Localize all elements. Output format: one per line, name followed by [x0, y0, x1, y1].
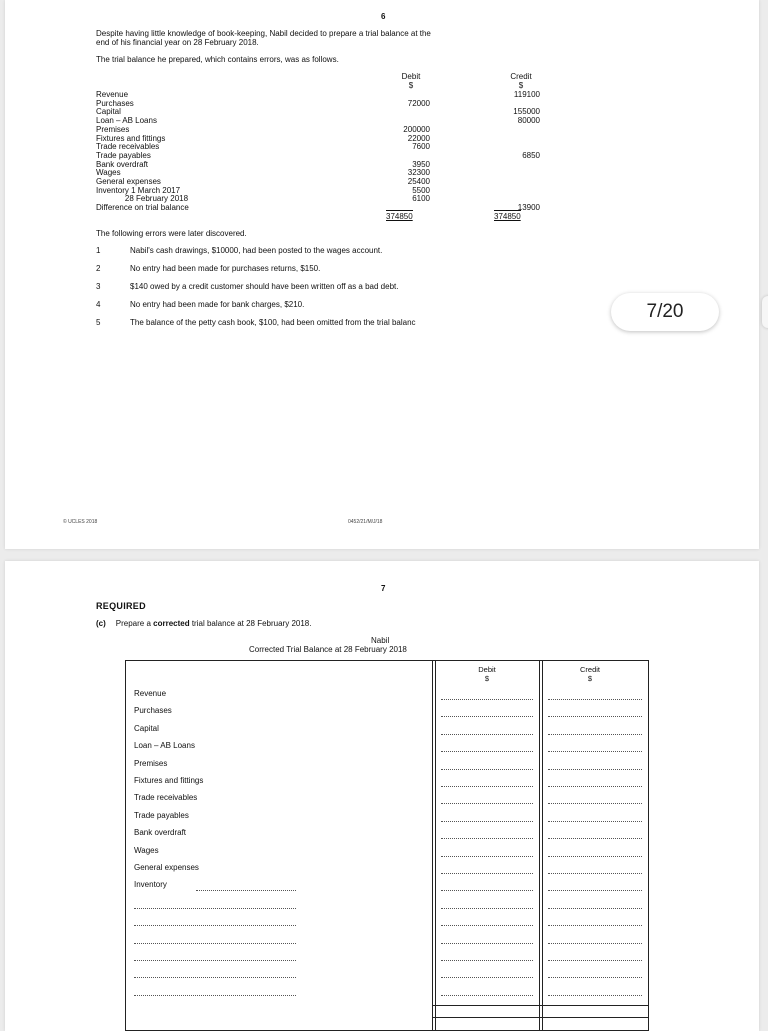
part-text-bold: corrected: [153, 619, 190, 628]
table-title-name: Nabil: [371, 636, 390, 645]
debit-answer-line[interactable]: [441, 751, 533, 752]
debit-answer-line[interactable]: [441, 838, 533, 839]
blank-account-line[interactable]: [134, 960, 296, 961]
account-name: Difference on trial balance: [96, 203, 189, 213]
account-label: Loan – AB Loans: [134, 741, 195, 751]
debit-answer-line[interactable]: [441, 873, 533, 874]
account-name: Capital: [96, 107, 121, 117]
blank-account-line[interactable]: [134, 995, 296, 996]
debit-answer-line[interactable]: [441, 977, 533, 978]
trial-balance-row: [96, 107, 556, 116]
debit-amount: 3950: [412, 159, 430, 169]
account-name: Premises: [96, 124, 130, 134]
debit-answer-line[interactable]: [441, 925, 533, 926]
credit-answer-line[interactable]: [548, 873, 642, 874]
trial-balance-row: [96, 168, 556, 177]
account-name: Bank overdraft: [96, 159, 149, 169]
account-name: Trade payables: [96, 150, 151, 160]
debit-amount: 22000: [407, 133, 430, 143]
credit-amount: 80000: [517, 116, 540, 126]
credit-answer-line[interactable]: [548, 995, 642, 996]
account-name: 28 February 2018: [96, 194, 189, 204]
exam-page-6: [5, 0, 759, 549]
debit-amount: 72000: [407, 98, 430, 108]
credit-answer-line[interactable]: [548, 716, 642, 717]
debit-answer-line[interactable]: [441, 734, 533, 735]
trial-balance-row: [96, 116, 556, 125]
corrected-trial-balance-table: [125, 660, 649, 1031]
credit-answer-line[interactable]: [548, 908, 642, 909]
total-debit: 374850: [386, 212, 413, 221]
page-number: 7: [381, 584, 386, 593]
trial-balance-row: [96, 142, 556, 151]
debit-answer-line[interactable]: [441, 821, 533, 822]
account-label: Trade payables: [134, 810, 189, 820]
credit-currency: $: [518, 81, 524, 90]
intro-text-line-2: end of his financial year on 28 February 2018.: [96, 38, 259, 47]
error-text: No entry had been made for purchases returns, $150.: [130, 264, 321, 273]
credit-answer-line[interactable]: [548, 856, 642, 857]
credit-column-header: [560, 665, 620, 683]
account-name: Wages: [96, 168, 121, 178]
page-indicator: 7/20: [611, 293, 719, 331]
blank-account-line[interactable]: [134, 943, 296, 944]
trial-balance-row: [96, 186, 556, 195]
account-label: General expenses: [134, 863, 199, 872]
credit-answer-line[interactable]: [548, 786, 642, 787]
debit-amount: 25400: [407, 177, 430, 186]
debit-currency: $: [408, 81, 414, 90]
credit-amount: 119100: [513, 90, 540, 99]
error-number: 4: [96, 300, 101, 309]
trial-balance-row: [96, 99, 556, 108]
account-name: General expenses: [96, 177, 161, 186]
debit-amount: 7600: [412, 142, 430, 152]
credit-label: Credit: [579, 665, 600, 674]
trial-balance-row: [96, 177, 556, 186]
credit-answer-line[interactable]: [548, 960, 642, 961]
debit-column-header: [391, 72, 431, 90]
trial-balance-row: [96, 90, 556, 99]
account-label: Wages: [134, 845, 159, 855]
credit-currency: $: [587, 674, 593, 683]
credit-answer-line[interactable]: [548, 821, 642, 822]
debit-answer-line[interactable]: [441, 856, 533, 857]
required-heading: REQUIRED: [96, 601, 146, 611]
account-label: Revenue: [134, 689, 167, 698]
debit-answer-line[interactable]: [441, 943, 533, 944]
debit-amount: 5500: [412, 185, 430, 195]
credit-answer-line[interactable]: [548, 925, 642, 926]
credit-answer-line[interactable]: [548, 890, 642, 891]
account-label: Trade receivables: [134, 793, 198, 803]
debit-answer-line[interactable]: [441, 716, 533, 717]
credit-answer-line[interactable]: [548, 734, 642, 735]
debit-answer-line[interactable]: [441, 995, 533, 996]
account-name: Purchases: [96, 98, 134, 108]
total-credit: 374850: [494, 212, 521, 221]
debit-answer-line[interactable]: [441, 890, 533, 891]
debit-answer-line[interactable]: [441, 786, 533, 787]
account-name: Fixtures and fittings: [96, 133, 166, 143]
part-text-before: Prepare a: [115, 619, 154, 628]
table-title-heading: Corrected Trial Balance at 28 February 2018: [249, 645, 407, 654]
footer-paper-code: 0452/21/M/J/18: [348, 519, 383, 525]
debit-amount: 200000: [403, 124, 430, 134]
account-label: Purchases: [134, 706, 172, 716]
credit-answer-line[interactable]: [548, 699, 642, 700]
account-label: Fixtures and fittings: [134, 776, 204, 785]
debit-currency: $: [484, 674, 490, 683]
errors-intro: The following errors were later discovered.: [96, 229, 247, 238]
credit-answer-line[interactable]: [548, 769, 642, 770]
debit-answer-line[interactable]: [441, 960, 533, 961]
error-number: 5: [96, 318, 101, 327]
debit-label: Debit: [478, 665, 496, 674]
trial-balance-row: [96, 194, 556, 203]
account-name: Revenue: [96, 90, 129, 99]
debit-label: Debit: [401, 72, 421, 81]
debit-column-header: [457, 665, 517, 683]
credit-label: Credit: [510, 72, 532, 81]
credit-amount: 13900: [517, 203, 540, 213]
credit-amount: 6850: [522, 150, 540, 160]
debit-answer-line[interactable]: [441, 803, 533, 804]
error-text: Nabil's cash drawings, $10000, had been posted to the wages account.: [130, 246, 383, 255]
credit-answer-line[interactable]: [548, 838, 642, 839]
blank-account-line[interactable]: [134, 925, 296, 926]
credit-answer-line[interactable]: [548, 943, 642, 944]
debit-amount: 6100: [412, 194, 430, 204]
part-c-question: [96, 619, 311, 629]
account-name: Trade receivables: [96, 142, 160, 152]
intro-text-line-1: Despite having little knowledge of book-keeping, Nabil decided to prepare a trial balance at the: [96, 29, 431, 38]
error-text: $140 owed by a credit customer should have been written off as a bad debt.: [130, 282, 399, 291]
trial-balance-row: [96, 151, 556, 160]
side-handle[interactable]: [762, 296, 768, 328]
account-name: Loan – AB Loans: [96, 116, 157, 126]
exam-page-7: [5, 561, 759, 1031]
error-number: 2: [96, 264, 101, 273]
debit-answer-line[interactable]: [441, 699, 533, 700]
account-label: Bank overdraft: [134, 828, 187, 838]
error-text: No entry had been made for bank charges, $210.: [130, 300, 305, 309]
blank-account-line[interactable]: [134, 977, 296, 978]
account-name: Inventory 1 March 2017: [96, 185, 181, 195]
debit-amount: 32300: [407, 168, 430, 178]
credit-amount: 155000: [513, 107, 540, 117]
debit-answer-line[interactable]: [441, 769, 533, 770]
trial-balance-row: [96, 203, 556, 212]
intro-text-line-3: The trial balance he prepared, which contains errors, was as follows.: [96, 55, 339, 64]
trial-balance-row: [96, 160, 556, 169]
error-number: 1: [96, 246, 101, 255]
blank-account-line[interactable]: [134, 908, 296, 909]
trial-balance-row: [96, 125, 556, 134]
credit-answer-line[interactable]: [548, 803, 642, 804]
footer-copyright: © UCLES 2018: [63, 519, 98, 525]
trial-balance-row: [96, 134, 556, 143]
inventory-answer-line[interactable]: [196, 890, 296, 891]
error-text: The balance of the petty cash book, $100, had been omitted from the trial balanc: [130, 318, 416, 327]
account-label: Capital: [134, 723, 159, 733]
credit-column-header: [501, 72, 541, 90]
error-number: 3: [96, 282, 101, 291]
page-number: 6: [381, 12, 386, 21]
part-text-after: trial balance at 28 February 2018.: [189, 619, 312, 628]
credit-answer-line[interactable]: [548, 751, 642, 752]
account-label: Premises: [134, 758, 168, 768]
part-label: (c): [96, 619, 106, 628]
account-label: Inventory: [134, 880, 167, 890]
debit-answer-line[interactable]: [441, 908, 533, 909]
credit-answer-line[interactable]: [548, 977, 642, 978]
